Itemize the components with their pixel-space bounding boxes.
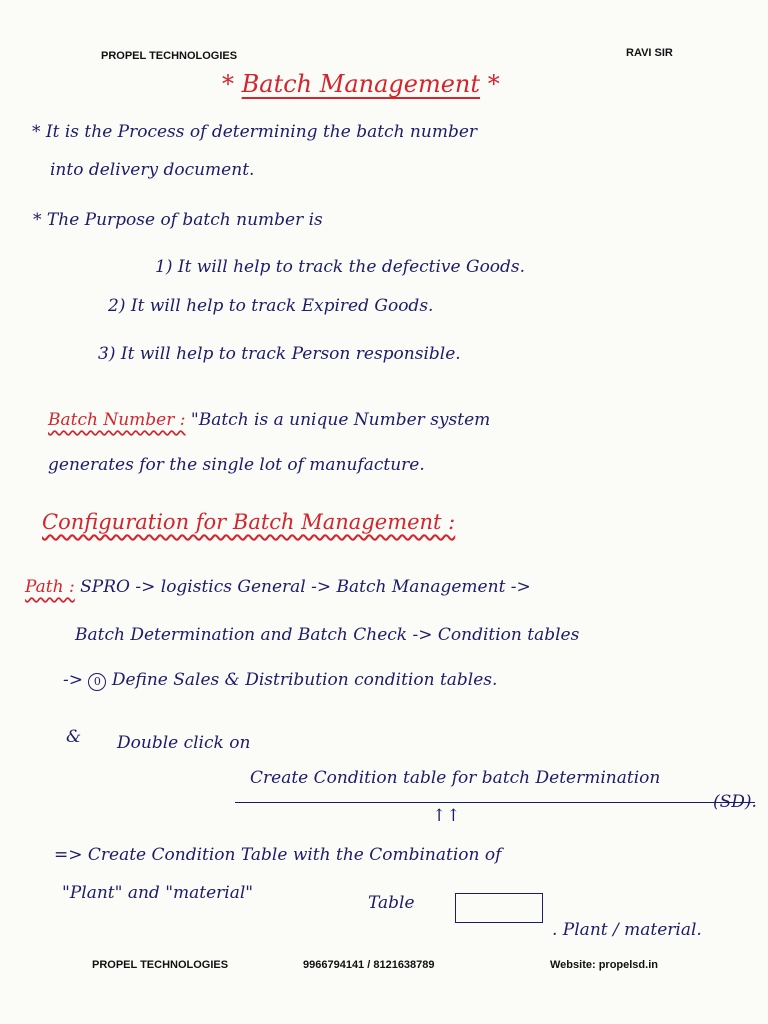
title-star-right: * (487, 70, 500, 98)
line-2: into delivery document. (50, 160, 255, 180)
path-arrow: -> (63, 670, 83, 690)
line-4: 1) It will help to track the defective Goods. (155, 257, 526, 277)
create-table-line: => Create Condition Table with the Combination of (54, 845, 502, 865)
underline-rule (235, 802, 755, 803)
page-title (222, 70, 500, 98)
path-text-3: Define Sales & Distribution condition tables. (111, 670, 498, 690)
path-line-3 (63, 670, 497, 691)
header-left: PROPEL TECHNOLOGIES (101, 50, 238, 62)
table-label: Table (368, 893, 415, 913)
create-condition-line: Create Condition table for batch Determination (250, 768, 661, 788)
create-sd-text: (SD). (713, 792, 757, 812)
path-text-1: SPRO -> logistics General -> Batch Management -> (80, 577, 531, 597)
batch-number-line (48, 410, 490, 430)
batch-number-text1: "Batch is a unique Number system (190, 410, 491, 430)
header-right: RAVI SIR (626, 47, 673, 59)
footer-left: PROPEL TECHNOLOGIES (92, 959, 229, 971)
footer-website: Website: propelsd.in (550, 959, 658, 971)
path-line-1 (25, 577, 531, 597)
plant-material-slash: . Plant / material. (552, 920, 702, 940)
footer-phone: 9966794141 / 8121638789 (303, 959, 435, 971)
plant-material-text: "Plant" and "material" (62, 883, 254, 903)
path-label: Path : (25, 577, 75, 597)
config-heading: Configuration for Batch Management : (42, 510, 456, 534)
table-box (455, 893, 543, 923)
line-5: 2) It will help to track Expired Goods. (108, 296, 434, 316)
line-3: * The Purpose of batch number is (33, 210, 323, 230)
line-1: * It is the Process of determining the batch number (32, 122, 478, 142)
batch-number-text2: generates for the single lot of manufacture. (48, 455, 425, 475)
batch-number-label: Batch Number : (48, 410, 186, 430)
line-6: 3) It will help to track Person responsible. (98, 344, 461, 364)
up-arrows: ↑↑ (432, 806, 461, 826)
path-line-2: Batch Determination and Batch Check -> Condition tables (75, 625, 580, 645)
title-star-left: * (222, 70, 234, 98)
double-click-text: Double click on (117, 733, 251, 753)
path-step-number: 0 (88, 673, 106, 691)
title-text: Batch Management (241, 70, 481, 98)
and-symbol: & (66, 727, 82, 747)
